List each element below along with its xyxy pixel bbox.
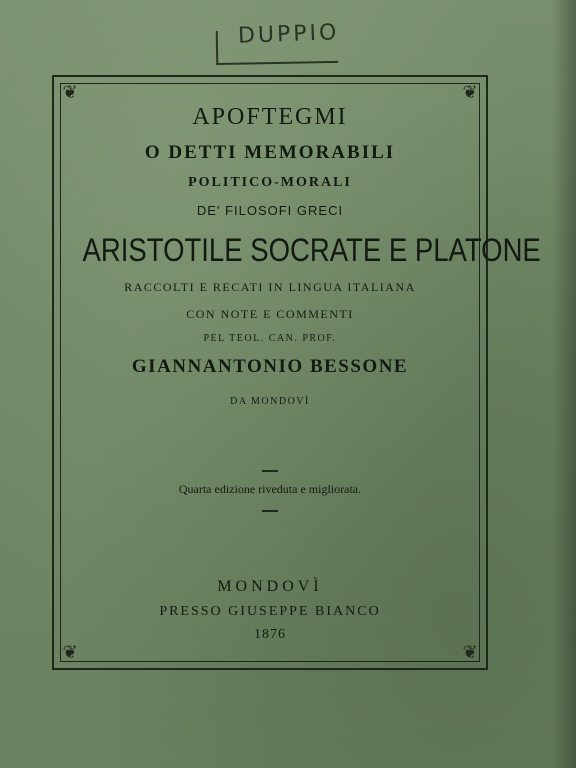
- page-edge-shadow: [552, 0, 576, 768]
- title-main: ARISTOTILE SOCRATE E PLATONE: [82, 232, 541, 268]
- author-name: GIANNANTONIO BESSONE: [131, 356, 409, 377]
- subtitle-line-1: RACCOLTI E RECATI IN LINGUA ITALIANA: [124, 280, 416, 294]
- handwritten-note: DUPPIO: [237, 20, 340, 49]
- corner-ornament-icon: ❦: [462, 82, 478, 102]
- title-line-4: DE' FILOSOFI GRECI: [196, 203, 344, 218]
- corner-ornament-icon: ❦: [62, 82, 78, 102]
- author-origin: DA MONDOVÌ: [230, 396, 310, 407]
- corner-ornament-icon: ❦: [462, 642, 478, 662]
- imprint-publisher: PRESSO GIUSEPPE BIANCO: [159, 604, 381, 619]
- imprint-city: MONDOVÌ: [217, 578, 323, 595]
- subtitle-line-2: CON NOTE E COMMENTI: [186, 307, 354, 321]
- corner-ornament-icon: ❦: [62, 642, 78, 662]
- separator-dash: [262, 510, 278, 512]
- separator-dash: [262, 470, 278, 472]
- title-line-1: APOFTEGMI: [192, 104, 348, 130]
- title-line-3: POLITICO-MORALI: [188, 175, 352, 190]
- imprint-year: 1876: [254, 627, 286, 642]
- edition-note: Quarta edizione riveduta e migliorata.: [178, 482, 362, 496]
- title-line-2: O DETTI MEMORABILI: [144, 142, 396, 163]
- author-prefix: PEL TEOL. CAN. PROF.: [203, 333, 337, 344]
